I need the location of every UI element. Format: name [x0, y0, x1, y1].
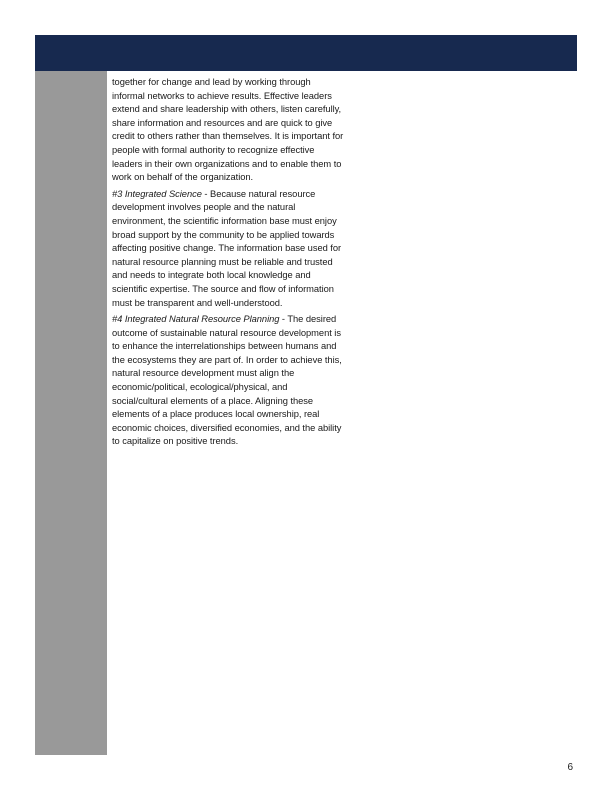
- left-sidebar-bar: [35, 71, 107, 755]
- paragraph-leadership: [112, 76, 344, 185]
- paragraph-leadership-text: together for change and lead by working through informal networks to achieve results. Effective leaders extend and share leadership with others, listen carefully, share information and resources and are quick to give credit to others rather than themselves. It is important for people with formal authority to recognize effective leaders in their own organizations and to enable them to work on behalf of the organization.: [112, 77, 344, 183]
- paragraph-integrated-planning: [112, 313, 344, 449]
- integrated-science-text: - Because natural resource development involves people and the natural environment, the scientific information base must enjoy broad support by the community to be applied towards affecting positive change. The information base used for natural resource planning must be reliable and trusted and needs to integrate both local knowledge and scientific expertise. The source and flow of information must be transparent and well-understood.: [112, 188, 342, 308]
- header-band: [35, 35, 577, 71]
- integrated-science-heading: #3 Integrated Science: [112, 188, 202, 199]
- integrated-planning-heading: #4 Integrated Natural Resource Planning: [112, 314, 280, 325]
- paragraph-integrated-science: [112, 188, 344, 310]
- page-number: 6: [567, 762, 573, 773]
- body-text: [112, 76, 344, 452]
- integrated-planning-text: - The desired outcome of sustainable natural resource development is to enhance the interrelationships between humans and the ecosystems they are part of. In order to achieve this, natural resource development must align the economic/political, ecological/physical, and social/cultural elements of a place. Aligning these elements of a place produces local ownership, real economic choices, diversified economies, and the ability to capitalize on positive trends.: [112, 314, 342, 447]
